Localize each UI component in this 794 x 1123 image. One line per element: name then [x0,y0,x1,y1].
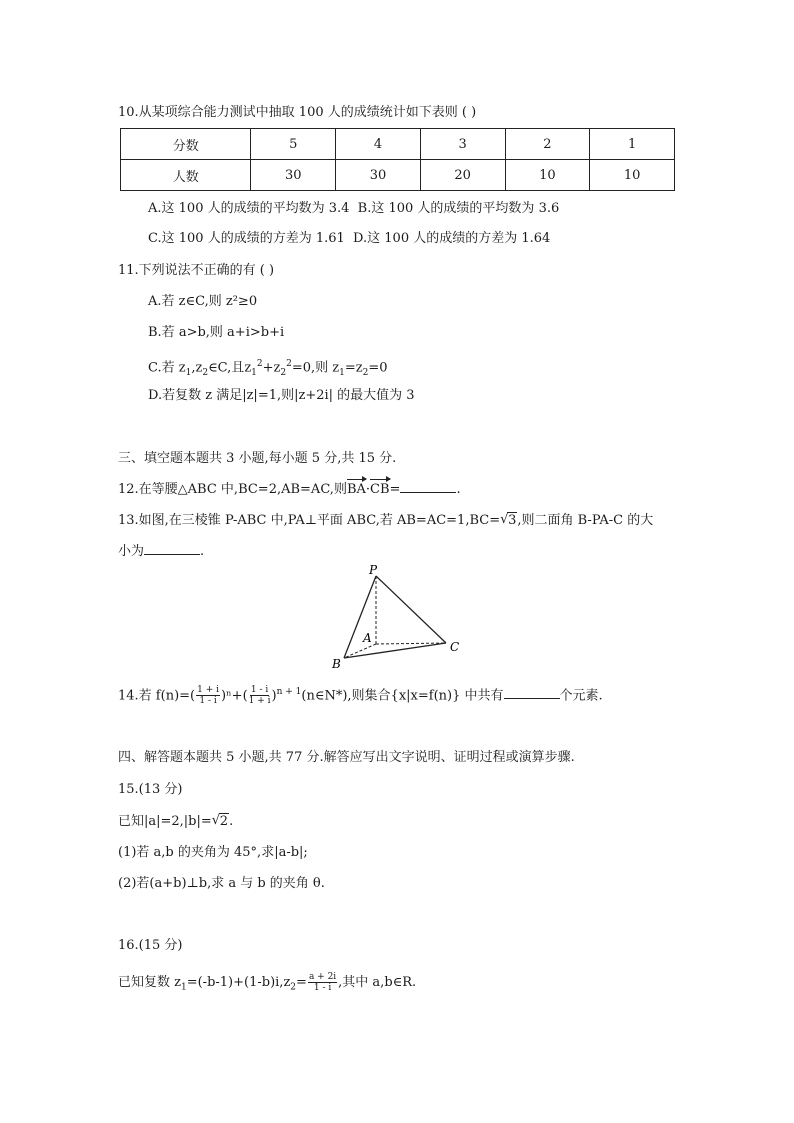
option-b: B.若 a>b,则 a+i>b+i [148,325,285,340]
denominator: 1 - i [199,696,217,707]
q14-text: 个元素. [559,688,603,704]
section-heading: 四、解答题本题共 5 小题,共 77 分.解答应写出文字说明、证明过程或演算步骤. [118,750,575,765]
option-c-text: =0,则 z [291,360,340,376]
q12-text: 12.在等腰△ABC 中,BC=2,AB=AC,则 [118,482,347,497]
table-cell: 10 [505,160,590,191]
table-cell: 5 [251,129,336,160]
sqrt [500,511,517,531]
answer-blank [504,686,560,699]
option-d: D.若复数 z 满足|z|=1,则|z+2i| 的最大值为 3 [148,388,415,403]
label-b: B [332,657,341,671]
denominator: 1 - i [313,983,332,993]
vector-cb: CB [370,480,390,500]
table-cell: 20 [420,160,505,191]
sqrt [212,812,229,832]
denominator: 1 + i [248,696,271,707]
table-row [121,129,675,160]
q16-text: ,其中 a,b∈R. [338,975,417,990]
table-cell: 30 [251,160,336,191]
q14-text: 14.若 f(n)=( [118,688,196,704]
q13-text: 小为 [118,544,145,559]
edge-ac [376,643,446,644]
table-cell: 4 [336,129,421,160]
vector-ba: BA [347,480,366,500]
table-row [121,160,675,191]
option-b: B.这 100 人的成绩的平均数为 3.6 [357,201,560,216]
q10-stem: 10.从某项综合能力测试中抽取 100 人的成绩统计如下表则 ( ) [118,105,477,120]
section-heading: 三、填空题本题共 3 小题,每小题 5 分,共 15 分. [118,451,397,466]
score-table [120,128,675,191]
q14-text: )ⁿ+( [220,688,248,704]
q11-stem: 11.下列说法不正确的有 ( ) [118,263,275,278]
table-cell: 10 [590,160,675,191]
q15-part2: (2)若(a+b)⊥b,求 a 与 b 的夹角 θ. [118,876,325,891]
option-a: A.这 100 人的成绩的平均数为 3.4 [148,201,350,216]
label-a: A [363,631,372,645]
q10-options-cd [148,229,550,249]
table-cell: 人数 [121,160,251,191]
sqrt-value: 2 [219,814,229,829]
numerator: 1 + i [197,685,219,696]
q16-given: 已知复数 $z_1=(-b-1)+(1-b)i,z_2=$ $\frac{a + 2i}{1 - i}$ ,其中 a,b∈R. [118,972,417,993]
option-c-text: ∈C,且 [208,360,245,376]
q15-part1: (1)若 a,b 的夹角为 45°,求|a-b|; [118,845,308,860]
q16-text: =(-b-1)+(1-b)i,z [186,975,291,990]
q15-title: 15.(13 分) [118,782,183,797]
fraction [196,685,220,706]
q16-text: 已知复数 z [118,975,181,990]
q12: 12.在等腰△ABC 中,BC=2,AB=AC,则BA·CB= . [118,480,461,500]
sqrt-value: 3 [508,513,517,528]
fraction [249,685,271,706]
q10-options-ab [148,199,559,219]
q15-text: . [229,814,234,829]
table-cell: 3 [420,129,505,160]
q15-given [118,812,233,832]
dot-operator: · [365,482,371,497]
q13-line2: 小为 . [118,544,205,559]
numerator: 1 - i [250,685,269,696]
q14-text: (n∈N*),则集合{x|x=f(n)} 中共有 [301,688,504,704]
label-c: C [450,640,460,654]
option-a: A.若 z∈C,则 z²≥0 [148,294,258,309]
table-cell: 1 [590,129,675,160]
q13-text: ,则二面角 B-PA-C 的大 [517,513,654,528]
edge-pc [376,576,446,643]
table-cell: 分数 [121,129,251,160]
q15-text: 已知|a|=2,|b|= [118,814,212,829]
option-d: D.这 100 人的成绩的方差为 1.64 [353,231,551,246]
option-c: C.若 $z_1,z_2\in C$,且$z_1^2+z_2^2=0$,则 $z_1=z_2=0$ [148,359,388,378]
q16-title: 16.(15 分) [118,938,183,953]
q13-text: 13.如图,在三棱锥 P-ABC 中,PA⊥平面 ABC,若 AB=AC=1,BC= [118,513,501,528]
label-p: P [369,563,378,577]
table-cell: 2 [505,129,590,160]
option-c: C.这 100 人的成绩的方差为 1.61 [148,231,345,246]
table-cell: 30 [336,160,421,191]
exponent: n + 1 [276,687,302,697]
q14: 14.若 f(n)=( $\frac{1 + i}{1 - i}$ )ⁿ+( $\frac{1 - i}{1 + i}$ )$^{n + 1}$(n∈N*),则集合{x|x=f(n)} 中共有 个元素. [118,685,603,707]
edge-bc [344,643,446,658]
q16-text: = [296,975,307,990]
fraction [308,972,337,993]
answer-blank [400,480,456,493]
q12-text: = [389,482,401,497]
answer-blank [144,542,200,555]
numerator: a + 2i [308,972,337,982]
q13-line1 [118,511,653,531]
option-c-text: C.若 z [148,360,186,376]
tetrahedron-figure [326,562,466,672]
